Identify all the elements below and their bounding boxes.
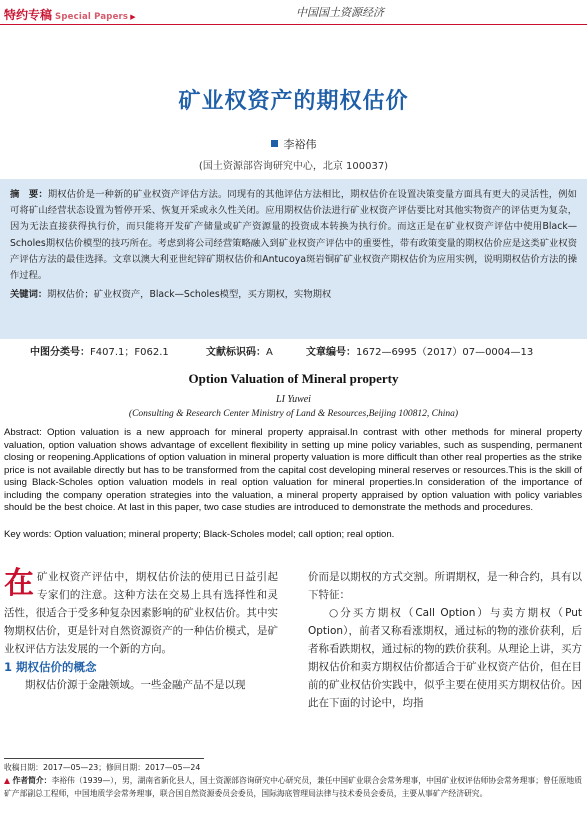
author-en: LI Yuwei: [276, 394, 311, 405]
keywords-cn-label: 关键词：: [10, 289, 48, 301]
abstract-en: Abstract: Option valuation is a new approach for mineral property appraisal.In contrast with other methods for mineral property valuation, option valuation shows advantage of excellent flexibility in setting up mine policy variables, such as suspending, permanent closing or reopening.Applications of option valuation in mineral property valuation is more difficult than other real properties as the strike price is not available directly but has to be transformed from the capital cost developing mineral reserves or resources.This is the skill of using Black-Scholes option valuation models in real option valuation for mineral properties.In consideration of the importance of including the company operation strategies into the valuation, a mineral property appraised by option valuation with policy variables should be the best choice. At last in this paper, two case studies are introduced to demonstrate the methods and procedures.: [4, 427, 582, 513]
affiliation-cn: (国土资源部咨询研究中心，北京 100037): [198, 161, 389, 172]
drop-cap: 在: [4, 566, 34, 601]
doc-code-value: A: [266, 347, 273, 358]
keywords-en: Key words: Option valuation; mineral property; Black-Scholes model; call option; real option.: [4, 529, 395, 540]
section-heading: 1 期权估价的概念: [4, 660, 97, 674]
page-header: [0, 0, 587, 28]
abstract-cn-label: 摘 要：: [10, 189, 48, 200]
author-bio: [4, 775, 582, 800]
author-cn: [0, 136, 587, 152]
square-bullet-icon: [271, 140, 278, 147]
clc-number: [30, 343, 169, 358]
author-bio-label: 作者简介：: [12, 776, 52, 785]
header-rule: [0, 24, 587, 25]
received-dates: 收稿日期：2017—05—23；修回日期：2017—05—24: [4, 763, 201, 772]
article-number: [306, 343, 533, 358]
body-paragraph: ○分买方期权（Call Option）与卖方期权（Put Option），前者又称看涨期权，通过标的物的涨价获利，后者称看跌期权，通过标的物的跌价获利。从理论上讲，买方期权估价和卖方期权估价都适合于矿业权资产估价，但在目前的矿业权估价实践中，似乎主要在使用买方期权估价。因此在下面的讨论中，均指: [308, 607, 582, 709]
section-tag-en: Special Papers: [55, 12, 129, 22]
article-title-en: Option Valuation of Mineral property: [188, 371, 399, 386]
triangle-right-icon: ▶: [130, 13, 136, 21]
doc-code-label: 文献标识码：: [206, 347, 266, 358]
author-cn-name: 李裕伟: [283, 138, 317, 151]
body-paragraph: 价而是以期权的方式交割。所谓期权，是一种合约，具有以下特征：: [308, 571, 582, 601]
body-column-left: [4, 568, 278, 694]
body-paragraph: [4, 568, 278, 658]
journal-name: 中国国土资源经济: [296, 6, 384, 19]
author-bio-text: 李裕伟（1939—），男，湖南省新化县人，国土资源部咨询研究中心研究员，兼任中国矿业联合会常务理事，中国矿业权评估师协会常务理事；曾任原地质矿产部副总工程师，中国地质学会常务理事，联合国自然资源委员会委员，国际海底管理局法律与技术委员会委员，主要从事矿产经济研究。: [4, 776, 582, 798]
clc-label: 中图分类号：: [30, 347, 90, 358]
keywords-cn: [10, 287, 577, 303]
body-paragraph: 期权估价源于金融领域。一些金融产品不是以现: [25, 679, 246, 691]
footnote-rule: [4, 758, 204, 759]
abstract-cn-text: 期权估价是一种新的矿业权资产评估方法。同现有的其他评估方法相比，期权估价在设置决策变量方面具有更大的灵活性，例如可将矿山经营状态设置为暂停开采、恢复开采或永久性关闭。应用期权估价法进行矿业权资产评估要比对其他实物资产的评估更为复杂，因为无法直接获得执行价，而只能将开发矿产储量或矿产资源量的投资成本转换为执行价。而这正是在矿业权资产评估中使用Black—Scholes期权估价模型的技巧所在。考虑到将公司经营策略融入到矿业权资产评估中的重要性，带有政策变量的期权估价应是这类矿业权资产评估方法的最佳选择。文章以澳大利亚世纪锌矿期权估价和Antucoya斑岩铜矿矿业权资产期权估价为应用实例，说明期权估价方法的操作过程。: [10, 189, 577, 282]
affiliation-en: (Consulting & Research Center Ministry of Land & Resources,Beijing 100812, China): [128, 409, 459, 419]
section-tag-cn: 特约专稿: [4, 8, 53, 22]
keywords-cn-text: 期权估价；矿业权资产，Black—Scholes模型，买方期权，实物期权: [47, 289, 332, 301]
doc-code: [206, 343, 273, 358]
body-paragraph-text: 矿业权资产评估中，期权估价法的使用已日益引起专家们的注意。这种方法在交易上具有选择性和灵活性，很适合于受多种复杂因素影响的矿业权估价。其中实物期权估价，更是针对自然资源资产的一种估价模式，是矿业权评估方法发展的一个新的方向。: [4, 571, 278, 655]
article-number-label: 文章编号：: [306, 347, 356, 358]
section-tag: [4, 6, 136, 23]
abstract-cn-box: [0, 179, 587, 339]
article-number-value: 1672—6995（2017）07—0004—13: [356, 347, 534, 358]
body-column-right: [308, 568, 582, 712]
clc-value: F407.1；F062.1: [90, 347, 169, 358]
article-title-cn: 矿业权资产的期权估价: [178, 89, 409, 114]
triangle-up-icon: ▲: [4, 776, 13, 785]
abstract-cn: [10, 187, 577, 284]
